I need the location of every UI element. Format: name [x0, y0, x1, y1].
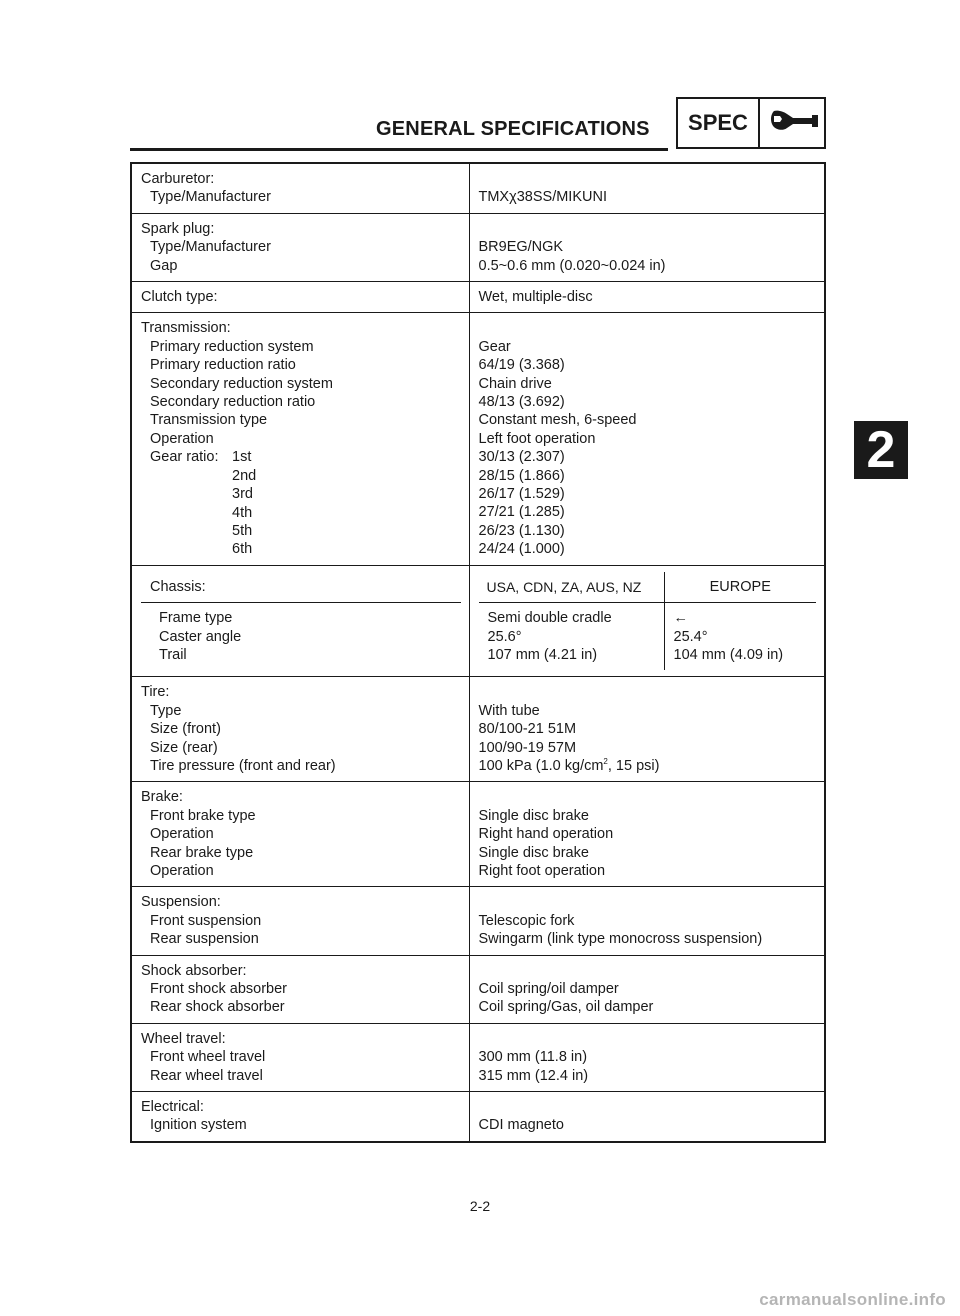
spec-badge-divider — [758, 99, 760, 147]
chapter-tab: 2 — [854, 421, 908, 479]
row-label: Primary reduction system — [150, 338, 314, 355]
row-label: Caster angle — [159, 628, 242, 645]
spec-badge — [676, 97, 826, 149]
row-label: Trail — [159, 646, 187, 663]
row-value: Chain drive — [478, 375, 552, 392]
row-label: Tire pressure (front and rear) — [150, 757, 336, 774]
gear-ratio-label: Gear ratio: — [150, 449, 219, 466]
row-value: 80/100-21 51M — [478, 721, 577, 738]
row-label: Rear wheel travel — [150, 1067, 263, 1084]
gear-label: 1st — [232, 449, 252, 466]
row-label: Size (front) — [150, 721, 221, 738]
spec-badge-label: SPEC — [688, 110, 748, 135]
row-value: 25.4° — [673, 628, 708, 645]
row-label: Front suspension — [150, 912, 262, 929]
row-value: Coil spring/Gas, oil damper — [478, 999, 654, 1016]
row-value: Wet, multiple-disc — [478, 289, 593, 306]
table-row — [131, 565, 825, 677]
watermark: carmanualsonline.info — [759, 1290, 946, 1309]
gear-value: 28/15 (1.866) — [478, 467, 565, 484]
row-label: Front shock absorber — [150, 981, 288, 998]
table-row — [131, 887, 825, 955]
row-value: 100 kPa (1.0 $kg/cm^2$, 15 psi) — [478, 757, 660, 774]
table-row — [131, 282, 825, 313]
row-label: Operation — [150, 430, 214, 447]
row-value: Right foot operation — [478, 862, 606, 879]
table-row — [131, 313, 825, 565]
section-heading: Chassis: — [150, 578, 206, 595]
row-value: CDI magneto — [478, 1117, 564, 1134]
gear-value: 26/23 (1.130) — [478, 522, 565, 539]
row-value: Semi double cradle — [487, 610, 612, 627]
row-value: Gear — [478, 338, 511, 355]
wrench-icon — [768, 107, 822, 141]
section-heading: Electrical: — [141, 1099, 204, 1116]
table-row — [131, 1023, 825, 1091]
row-value: Left foot operation — [478, 430, 596, 447]
row-value: ← — [673, 610, 688, 627]
gear-value: 30/13 (2.307) — [478, 449, 565, 466]
row-label: Transmission type — [150, 412, 268, 429]
row-value: 300 mm (11.8 in) — [478, 1049, 588, 1066]
row-label: Rear suspension — [150, 931, 259, 948]
row-value: BR9EG/NGK — [478, 239, 564, 256]
table-row — [131, 163, 825, 213]
row-value: 48/13 (3.692) — [478, 394, 565, 411]
row-label: Rear shock absorber — [150, 999, 285, 1016]
section-heading: Spark plug: — [141, 220, 215, 237]
gear-label: 4th — [232, 504, 253, 521]
row-label: Front brake type — [150, 807, 256, 824]
row-label: Secondary reduction ratio — [150, 394, 316, 411]
section-heading: Tire: — [141, 684, 170, 701]
row-label: Frame type — [159, 610, 233, 627]
row-label: Rear brake type — [150, 844, 254, 861]
gear-label: 2nd — [232, 467, 257, 484]
section-heading: Carburetor: — [141, 171, 215, 187]
section-heading: Clutch type: — [141, 289, 218, 306]
table-row — [131, 677, 825, 782]
row-label: Type/Manufacturer — [150, 239, 271, 256]
row-value: Single disc brake — [478, 807, 589, 824]
table-row — [131, 213, 825, 281]
row-value: Constant mesh, 6-speed — [478, 412, 637, 429]
row-label: Ignition system — [150, 1117, 247, 1134]
gear-value: 24/24 (1.000) — [478, 541, 565, 558]
header-rule — [130, 148, 668, 151]
row-value: 100/90-19 57M — [478, 739, 577, 756]
row-label: Primary reduction ratio — [150, 357, 296, 374]
row-label: Front wheel travel — [150, 1049, 266, 1066]
region-header-usa: USA, CDN, ZA, AUS, NZ — [479, 572, 665, 602]
row-value: Telescopic fork — [478, 912, 575, 929]
row-label: Operation — [150, 826, 214, 843]
page-title: GENERAL SPECIFICATIONS — [376, 118, 650, 140]
row-value: 0.5~0.6 mm (0.020~0.024 in) — [478, 257, 666, 274]
row-value: Single disc brake — [478, 844, 589, 861]
region-header-europe: EUROPE — [709, 578, 771, 595]
row-label: Size (rear) — [150, 739, 218, 756]
gear-label: 5th — [232, 522, 253, 539]
row-label: Secondary reduction system — [150, 375, 333, 392]
row-value: TMXχ38SS/MIKUNI — [478, 189, 607, 206]
row-label: Type/Manufacturer — [150, 189, 271, 206]
row-value: 107 mm (4.21 in) — [487, 646, 598, 663]
table-row — [131, 782, 825, 887]
section-heading: Shock absorber: — [141, 962, 247, 979]
row-value: 64/19 (3.368) — [478, 357, 565, 374]
row-label: Operation — [150, 863, 214, 879]
table-row — [131, 1092, 825, 1142]
section-heading: Suspension: — [141, 894, 221, 911]
row-value: 25.6° — [487, 628, 522, 645]
spec-table — [130, 162, 826, 1143]
row-value: 315 mm (12.4 in) — [478, 1067, 589, 1084]
row-value: Right hand operation — [478, 826, 614, 843]
table-row — [131, 955, 825, 1023]
section-heading: Wheel travel: — [141, 1030, 226, 1047]
section-heading: Brake: — [141, 789, 183, 806]
page-number: 2-2 — [469, 1198, 491, 1214]
row-label: Gap — [150, 257, 178, 274]
row-value: Coil spring/oil damper — [478, 981, 619, 998]
gear-value: 27/21 (1.285) — [478, 504, 565, 521]
row-value: Swingarm (link type monocross suspension) — [478, 931, 763, 948]
gear-value: 26/17 (1.529) — [478, 486, 565, 503]
row-value: 104 mm (4.09 in) — [673, 646, 784, 663]
row-value: With tube — [478, 702, 540, 719]
section-heading: Transmission: — [141, 320, 231, 337]
gear-label: 3rd — [232, 486, 253, 503]
row-label: Type — [150, 702, 182, 719]
gear-label: 6th — [232, 541, 253, 558]
